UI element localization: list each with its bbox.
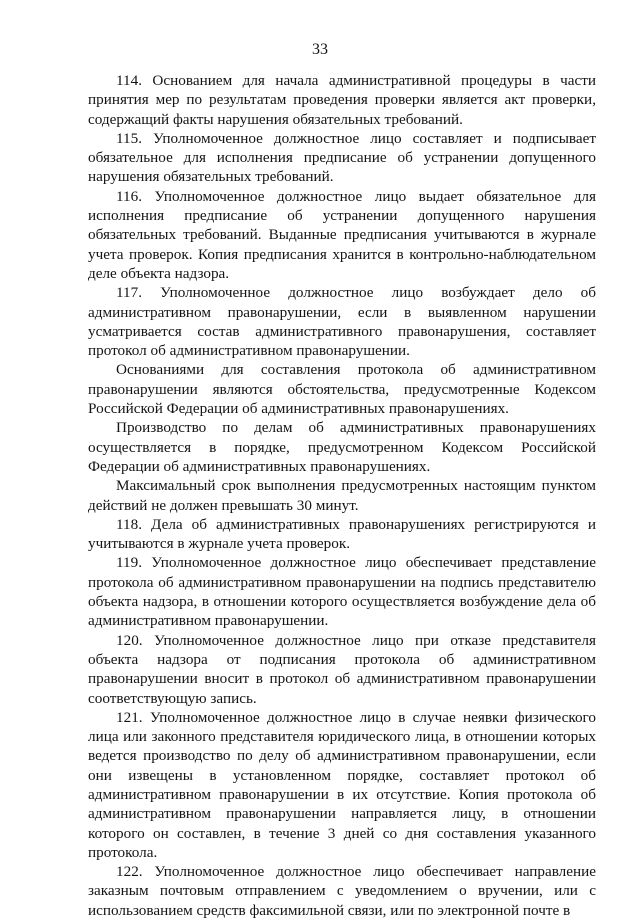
page-number: 33: [312, 41, 328, 58]
paragraph-122: 122. Уполномоченное должностное лицо обеспечивает направление заказным почтовым отправлением с уведомлением о вручении, или с использованием средств факсимильной связи, или по электронной почте в: [88, 863, 596, 919]
paragraph-115: 115. Уполномоченное должностное лицо составляет и подписывает обязательное для исполнения предписание об устранении допущенного нарушения обязательных требований.: [88, 129, 596, 186]
paragraph-117: 117. Уполномоченное должностное лицо возбуждает дело об административном правонарушении, если в выявленном нарушении усматривается состав административного правонарушения, составляет протокол об административном правонарушении.: [88, 284, 596, 360]
document-body: [88, 71, 596, 920]
paragraph-117-proceedings: Производство по делам об административных правонарушениях осуществляется в порядке, предусмотренном Кодексом Российской Федерации об административных правонарушениях.: [88, 419, 596, 475]
paragraph-114: 114. Основанием для начала административной процедуры в части принятия мер по результатам проведения проверки является акт проверки, содержащий факты нарушения обязательных требований.: [88, 72, 596, 128]
paragraph-118: 118. Дела об административных правонарушениях регистрируются и учитываются в журнале учета проверок.: [88, 515, 596, 553]
paragraph-116: 116. Уполномоченное должностное лицо выдает обязательное для исполнения предписание об устранении допущенного нарушения обязательных требований. Выданные предписания учитываются в журнале учета проверок. Копия предписания хранится в контрольно-наблюдательном деле объекта надзора.: [88, 187, 596, 282]
paragraph-121: 121. Уполномоченное должностное лицо в случае неявки физического лица или законного представителя юридического лица, в отношении которых ведется производство по делу об административном правонарушении, если они извещены в установленном порядке, составляет протокол об административном правонарушении в их отсутствие. Копия протокола об административном правонарушении направляется лицу, в отношении которого он составлен, в течение 3 дней со дня составления указанного протокола.: [88, 708, 596, 861]
paragraph-117-grounds: Основаниями для составления протокола об административном правонарушении являются обстоятельства, предусмотренные Кодексом Российской Федерации об административных правонарушениях.: [88, 361, 596, 418]
paragraph-117-max-term: Максимальный срок выполнения предусмотренных настоящим пунктом действий не должен превышать 30 минут.: [88, 477, 596, 514]
paragraph-120: 120. Уполномоченное должностное лицо при отказе представителя объекта надзора от подписания протокола об административном правонарушении вносит в протокол об административном правонарушении соответствующую запись.: [88, 631, 596, 707]
paragraph-119: 119. Уполномоченное должностное лицо обеспечивает представление протокола об административном правонарушении на подпись представителю объекта надзора, в отношении которого осуществляется возбуждение дела об административном правонарушении.: [88, 554, 596, 630]
